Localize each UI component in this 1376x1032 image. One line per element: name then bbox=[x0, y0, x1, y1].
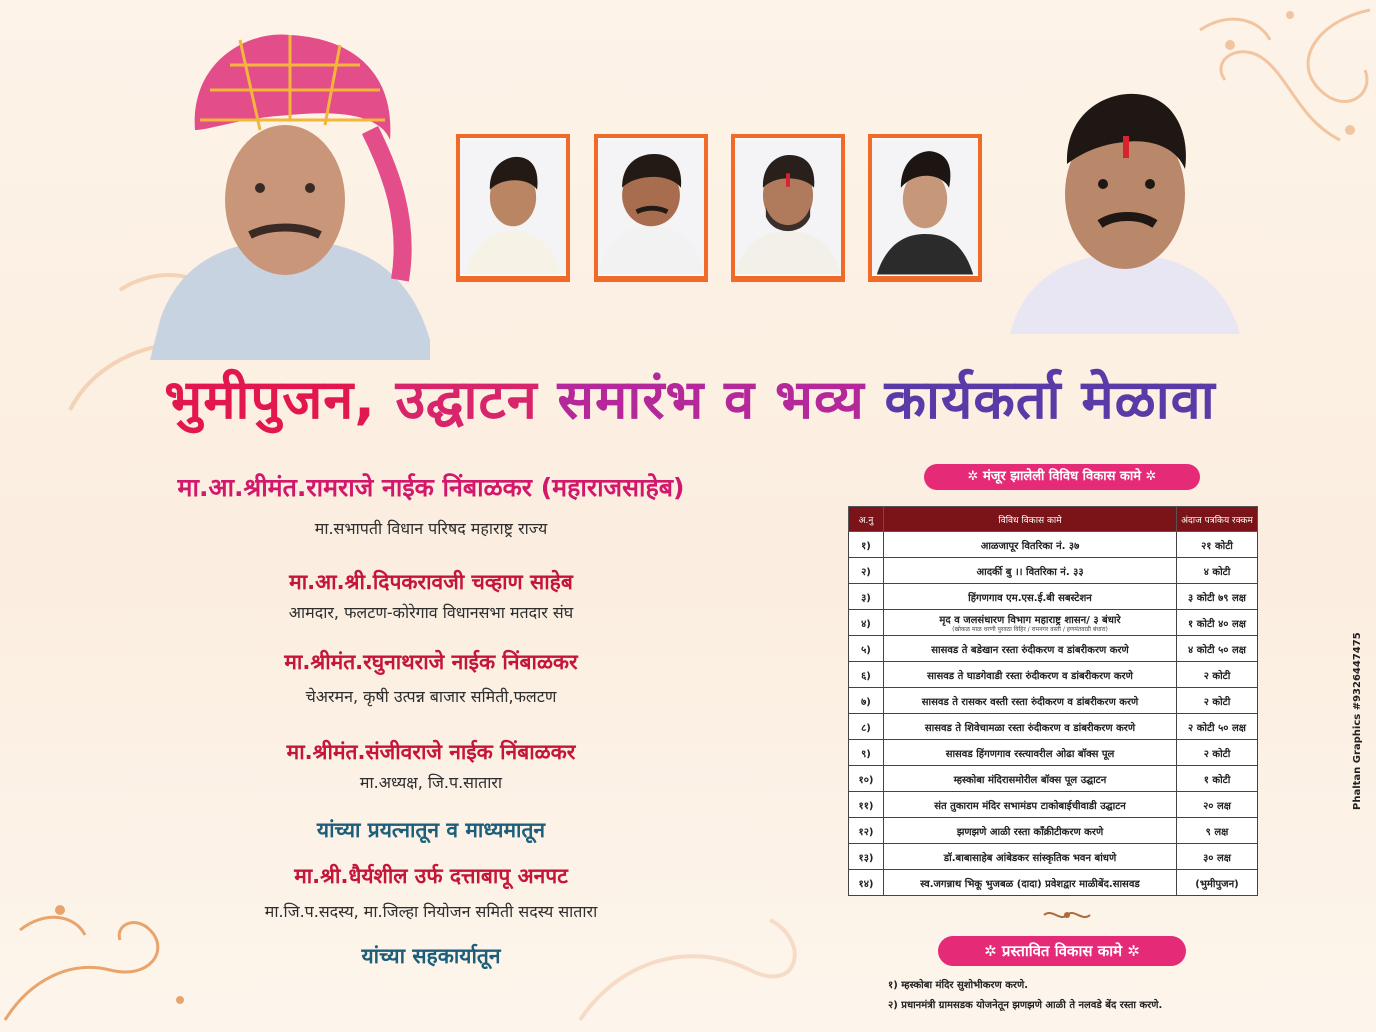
table-row bbox=[849, 610, 1258, 636]
proposed-item: १) म्हस्कोबा मंदिर सुशोभीकरण करणे. bbox=[888, 980, 1029, 991]
headline-part-1: भुमीपुजन, bbox=[164, 368, 376, 431]
row-amount: ९ लक्ष bbox=[1177, 818, 1258, 844]
row-sr: ८) bbox=[849, 714, 884, 740]
row-work: हिंगणगाव एम.एस.ई.बी सबस्टेशन bbox=[884, 584, 1177, 610]
row-sr: २) bbox=[849, 558, 884, 584]
table-row bbox=[849, 584, 1258, 610]
person-photo-icon bbox=[598, 138, 704, 276]
dignitary-1-name: मा.आ.श्रीमंत.रामराजे नाईक निंबाळकर (महाराजसाहेब) bbox=[177, 473, 685, 502]
row-amount: २ कोटी bbox=[1177, 740, 1258, 766]
star-icon: ✲ bbox=[1122, 942, 1140, 960]
row-amount: (भुमीपुजन) bbox=[1177, 870, 1258, 896]
row-work: म्हस्कोबा मंदिरासमोरील बॉक्स पूल उद्घाटन bbox=[884, 766, 1177, 792]
person-photo-icon bbox=[872, 138, 978, 276]
dignitary-2-name: मा.आ.श्री.दिपकरावजी चव्हाण साहेब bbox=[289, 570, 573, 594]
row-amount: ४ कोटी bbox=[1177, 558, 1258, 584]
row-work: सासवड ते बडेखान रस्ता रुंदीकरण व डांबरीकरण करणे bbox=[884, 636, 1177, 662]
organizer-title: मा.जि.प.सदस्य, मा.जिल्हा नियोजन समिती सदस्य सातारा bbox=[264, 902, 598, 921]
proposed-item: २) प्रधानमंत्री ग्रामसडक योजनेतून झणझणे आळी ते नलवडे बेंद रस्ता करणे. bbox=[888, 1000, 1163, 1011]
row-amount: १ कोटी bbox=[1177, 766, 1258, 792]
person-photo-icon bbox=[460, 138, 566, 276]
row-sr: १) bbox=[849, 532, 884, 558]
table-row bbox=[849, 714, 1258, 740]
divider-ornament-icon bbox=[1042, 908, 1092, 922]
dignitary-4-title: मा.अध्यक्ष, जि.प.सातारा bbox=[359, 773, 503, 792]
row-work: सासवड ते शिवेचामळा रस्ता रुंदीकरण व डांबरीकरण करणे bbox=[884, 714, 1177, 740]
row-sr: १३) bbox=[849, 844, 884, 870]
cooperation-text: यांच्या सहकार्यातून bbox=[361, 944, 501, 968]
dignitary-1-title: मा.सभापती विधान परिषद महाराष्ट्र राज्य bbox=[314, 519, 548, 538]
efforts-text: यांच्या प्रयत्नातून व माध्यमातून bbox=[316, 818, 546, 842]
row-amount: २१ कोटी bbox=[1177, 532, 1258, 558]
row-work-cell bbox=[884, 610, 1177, 636]
dignitary-4-name: मा.श्रीमंत.संजीवराजे नाईक निंबाळकर bbox=[286, 740, 576, 764]
headline-part-3: समारंभ व भव्य bbox=[557, 368, 865, 431]
portrait-frame-1 bbox=[456, 134, 570, 282]
table-row bbox=[849, 532, 1258, 558]
star-icon: ✲ bbox=[967, 469, 983, 484]
row-sr: १४) bbox=[849, 870, 884, 896]
row-work: सासवड हिंगणगाव रस्त्यावरील ओढा बॉक्स पूल bbox=[884, 740, 1177, 766]
row-amount: १ कोटी ४० लक्ष bbox=[1177, 610, 1258, 636]
row-sr: ४) bbox=[849, 610, 884, 636]
table-row bbox=[849, 636, 1258, 662]
row-sr: ६) bbox=[849, 662, 884, 688]
sanctioned-heading-label: मंजूर झालेली विविध विकास कामे bbox=[982, 469, 1142, 484]
dignitary-2-title: आमदार, फलटण-कोरेगाव विधानसभा मतदार संघ bbox=[288, 603, 574, 622]
row-work-note: (खोकळ माळ धरणी पुरवठा विहिर / रामनगर वस्ती / हणमंतवाडी बंधारा) bbox=[952, 626, 1108, 633]
proposed-works-heading bbox=[938, 936, 1186, 966]
row-amount: २ कोटी ५० लक्ष bbox=[1177, 714, 1258, 740]
table-row bbox=[849, 792, 1258, 818]
table-row bbox=[849, 766, 1258, 792]
designer-credit: Phaltan Graphics #9326447475 bbox=[1352, 632, 1363, 810]
table-row bbox=[849, 688, 1258, 714]
headline-part-4: कार्यकर्ता मेळावा bbox=[884, 368, 1216, 431]
row-amount: २ कोटी bbox=[1177, 688, 1258, 714]
row-sr: ७) bbox=[849, 688, 884, 714]
table-header-row bbox=[849, 507, 1258, 532]
row-work: डॉ.बाबासाहेब आंबेडकर सांस्कृतिक भवन बांधणे bbox=[884, 844, 1177, 870]
row-work: सासवड ते घाडगेवाडी रस्ता रुंदीकरण व डांबरीकरण करणे bbox=[884, 662, 1177, 688]
sanctioned-works-table bbox=[848, 506, 1258, 896]
sanctioned-works-heading bbox=[924, 464, 1200, 490]
row-amount: २० लक्ष bbox=[1177, 792, 1258, 818]
row-sr: ९) bbox=[849, 740, 884, 766]
row-work: आळजापूर वितरिका नं. ३७ bbox=[884, 532, 1177, 558]
row-amount: ३ कोटी ७९ लक्ष bbox=[1177, 584, 1258, 610]
row-sr: १२) bbox=[849, 818, 884, 844]
organizer-portrait bbox=[1005, 84, 1245, 334]
row-amount: ३० लक्ष bbox=[1177, 844, 1258, 870]
dignitary-3-title: चेअरमन, कृषी उत्पन्न बाजार समिती,फलटण bbox=[305, 687, 557, 706]
dignitary-3-name: मा.श्रीमंत.रघुनाथराजे नाईक निंबाळकर bbox=[284, 650, 578, 674]
table-row bbox=[849, 740, 1258, 766]
star-icon: ✲ bbox=[1141, 469, 1157, 484]
row-sr: १०) bbox=[849, 766, 884, 792]
row-sr: ११) bbox=[849, 792, 884, 818]
proposed-heading-label: प्रस्तावित विकास कामे bbox=[1001, 942, 1123, 960]
row-work: आदर्की बु ।। वितरिका नं. ३३ bbox=[884, 558, 1177, 584]
event-headline bbox=[100, 360, 1280, 434]
table-row bbox=[849, 870, 1258, 896]
column-header-sr: अ.नु bbox=[849, 507, 884, 532]
organizer-name: मा.श्री.धैर्यशील उर्फ दत्ताबापू अनपट bbox=[294, 864, 568, 888]
row-work: झणझणे आळी रस्ता कॉंक्रीटीकरण करणे bbox=[884, 818, 1177, 844]
column-header-work: विविध विकास कामे bbox=[884, 507, 1177, 532]
table-row bbox=[849, 844, 1258, 870]
main-leader-portrait bbox=[140, 20, 440, 360]
row-sr: ३) bbox=[849, 584, 884, 610]
row-amount: २ कोटी bbox=[1177, 662, 1258, 688]
table-row bbox=[849, 818, 1258, 844]
floral-swirl-bottom-center bbox=[560, 820, 820, 1032]
portrait-frame-4 bbox=[868, 134, 982, 282]
column-header-amount: अंदाज पत्रकिय रक्कम bbox=[1177, 507, 1258, 532]
table-row bbox=[849, 662, 1258, 688]
headline-part-2: उद्घाटन bbox=[395, 368, 538, 431]
portrait-frame-2 bbox=[594, 134, 708, 282]
row-amount: ४ कोटी ५० लक्ष bbox=[1177, 636, 1258, 662]
portrait-frame-3 bbox=[731, 134, 845, 282]
person-photo-icon bbox=[735, 138, 841, 276]
star-icon: ✲ bbox=[984, 942, 1002, 960]
row-work: सासवड ते रासकर वस्ती रस्ता रुंदीकरण व डांबरीकरण करणे bbox=[884, 688, 1177, 714]
row-work: संत तुकाराम मंदिर सभामंडप टाकोबाईचीवाडी उद्घाटन bbox=[884, 792, 1177, 818]
table-row bbox=[849, 558, 1258, 584]
row-sr: ५) bbox=[849, 636, 884, 662]
row-work: स्व.जगन्नाथ भिकू भुजबळ (दादा) प्रवेशद्वार माळीबेंद.सासवड bbox=[884, 870, 1177, 896]
row-work: मृद व जलसंधारण विभाग महाराष्ट्र शासन/ ३ बंधारे bbox=[939, 615, 1121, 626]
